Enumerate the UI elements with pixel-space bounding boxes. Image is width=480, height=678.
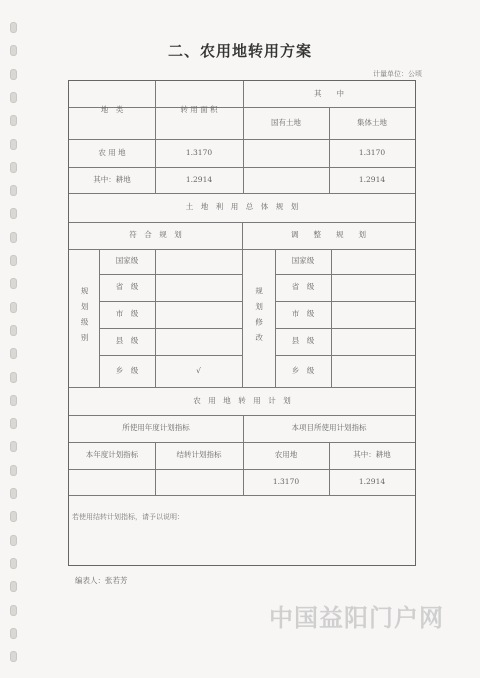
plan-compliant-title: 符 合 规 划	[129, 230, 182, 240]
binding-hole	[10, 232, 17, 243]
header-collective-land: 集体土地	[357, 117, 387, 127]
binding-hole	[10, 278, 17, 289]
binding-hole	[10, 325, 17, 336]
binding-hole	[10, 255, 17, 266]
binding-hole	[10, 208, 17, 219]
annual-sub-current: 本年度计划指标	[85, 450, 139, 460]
binding-hole	[10, 558, 17, 569]
row-total: 1.2914	[185, 174, 213, 184]
binding-hole	[10, 465, 17, 476]
binding-hole	[10, 139, 17, 150]
binding-hole	[10, 581, 17, 592]
annual-sub-carryover: 结转计划指标	[176, 450, 222, 460]
conversion-table	[68, 80, 416, 566]
level-province-right: 省 级	[291, 282, 315, 292]
binding-hole	[10, 441, 17, 452]
row-label: 农 用 地	[98, 147, 126, 157]
level-city: 市 级	[115, 309, 139, 319]
binding-hole	[10, 511, 17, 522]
binding-hole	[10, 488, 17, 499]
row-state	[243, 167, 329, 193]
row-total: 1.3170	[185, 147, 213, 157]
binding-hole	[10, 651, 17, 662]
plan-level-vertical-label: 规划级别	[80, 287, 90, 349]
section-conversion-plan: 农 用 地 转 用 计 划	[193, 395, 291, 405]
level-township-right: 乡 级	[291, 365, 315, 375]
level-national: 国家级	[115, 256, 139, 266]
binding-hole	[10, 395, 17, 406]
annual-value-arable: 1.2914	[358, 476, 386, 486]
level-county: 县 级	[115, 336, 139, 346]
row-state	[243, 139, 329, 167]
level-township: 乡 级	[115, 365, 139, 375]
level-county-right: 县 级	[291, 336, 315, 346]
site-watermark: 中国益阳门户网	[269, 604, 444, 632]
level-national-right: 国家级	[291, 256, 315, 266]
annual-sub-arable: 其中：耕地	[353, 450, 391, 460]
binding-hole	[10, 372, 17, 383]
binding-hole	[10, 302, 17, 313]
binding-hole	[10, 162, 17, 173]
carryover-note: 若使用结转计划指标，请予以说明：	[72, 513, 184, 521]
annual-value-carryover	[155, 469, 243, 495]
binding-hole	[10, 418, 17, 429]
header-total-area: 转 用 面 积	[180, 104, 218, 114]
header-land-type: 地 类	[100, 104, 124, 114]
binding-hole	[10, 92, 17, 103]
plan-adjust-title: 调 整 规 划	[291, 230, 366, 240]
binding-hole	[10, 115, 17, 126]
header-of-which: 其 中	[314, 88, 344, 98]
plan-change-vertical-label: 规划修改	[254, 287, 264, 349]
level-city-right: 市 级	[291, 309, 315, 319]
preparer: 编表人：张若芳	[75, 576, 128, 585]
township-check-mark: √	[196, 365, 201, 375]
annual-used-indicator: 所使用年度计划指标	[122, 423, 190, 433]
binding-hole	[10, 185, 17, 196]
annual-value-farmland: 1.3170	[272, 476, 300, 486]
level-province: 省 级	[115, 282, 139, 292]
annual-sub-farmland: 农用地	[274, 450, 298, 460]
binding-hole	[10, 535, 17, 546]
binding-hole	[10, 22, 17, 33]
row-collective: 1.3170	[358, 147, 386, 157]
binding-hole	[10, 69, 17, 80]
document-title: 二、农用地转用方案	[167, 42, 312, 60]
project-used-indicator: 本项目所使用计划指标	[291, 423, 367, 433]
section-land-use-plan: 土 地 利 用 总 体 规 划	[185, 202, 299, 212]
binding-hole	[10, 628, 17, 639]
binding-hole	[10, 605, 17, 616]
annual-value-current	[69, 469, 155, 495]
header-state-land: 国有土地	[271, 117, 301, 127]
binding-holes	[10, 10, 24, 670]
row-label: 其中：耕地	[93, 174, 131, 184]
unit-note: 计量单位：公顷	[373, 70, 422, 78]
binding-hole	[10, 348, 17, 359]
row-collective: 1.2914	[358, 174, 386, 184]
